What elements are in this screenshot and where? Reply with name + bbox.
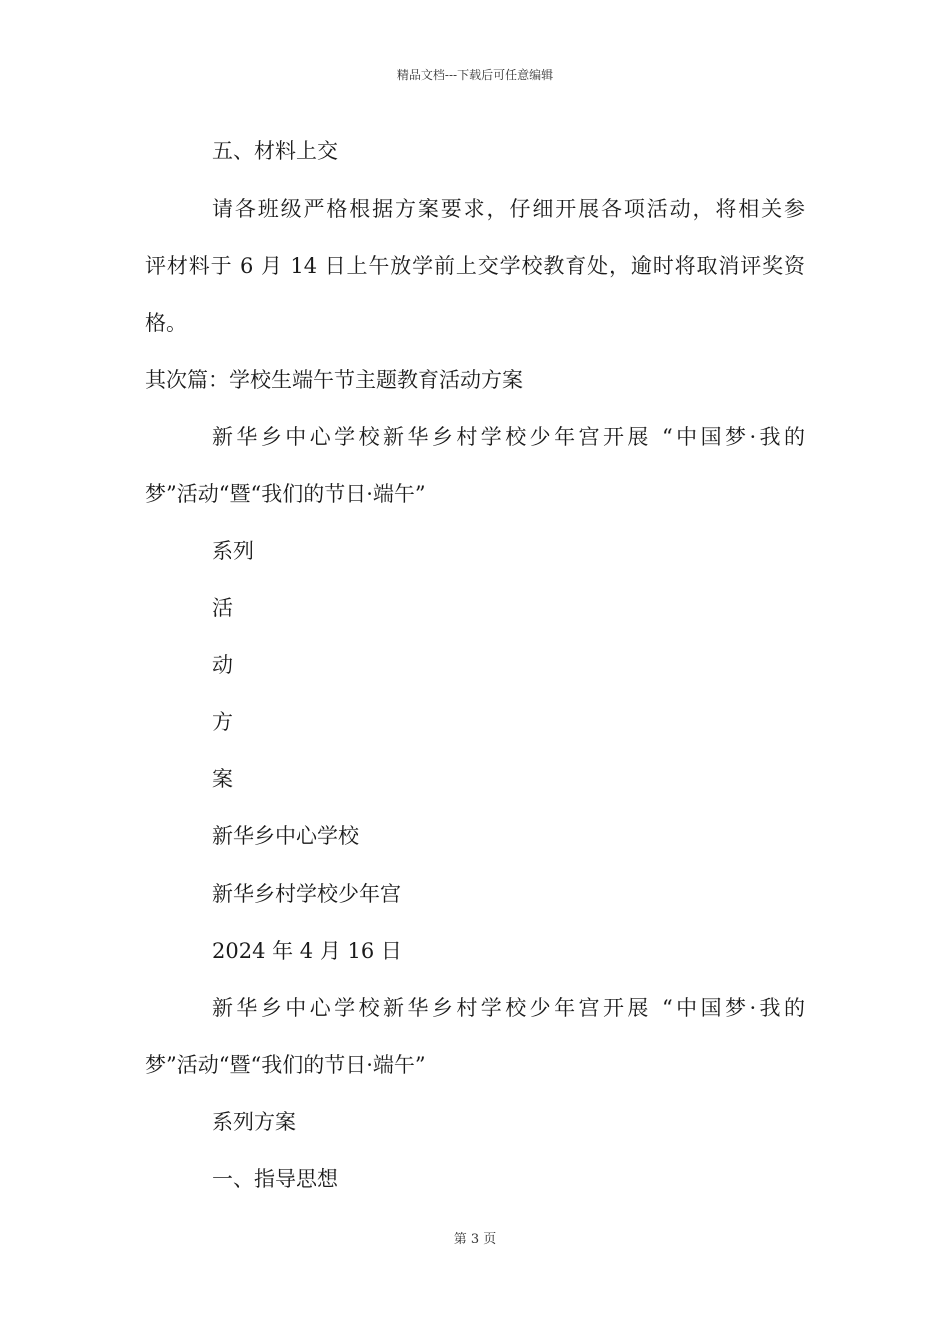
series-plan-label: 系列方案 bbox=[212, 1110, 296, 1134]
vertical-title-char: 方 bbox=[212, 710, 233, 734]
vertical-title-char: 案 bbox=[212, 767, 233, 791]
vertical-title-char: 活 bbox=[212, 596, 233, 620]
document-date: 2024 年 4 月 16 日 bbox=[212, 939, 402, 963]
organization-name: 新华乡村学校少年宫 bbox=[212, 882, 401, 906]
paragraph-line: 请各班级严格根据方案要求，仔细开展各项活动，将相关参 bbox=[212, 197, 805, 221]
paragraph-line: 格。 bbox=[145, 311, 187, 335]
vertical-title-char: 动 bbox=[212, 653, 233, 677]
page-header: 精品文档---下载后可任意编辑 bbox=[396, 68, 554, 82]
paragraph-line: 梦”活动“暨“我们的节日·端午” bbox=[145, 1053, 426, 1077]
paragraph-line: 评材料于 6 月 14 日上午放学前上交学校教育处，逾时将取消评奖资 bbox=[145, 254, 805, 278]
section-heading: 五、材料上交 bbox=[212, 139, 338, 163]
page-number: 第 3 页 bbox=[453, 1232, 497, 1247]
paragraph-line: 梦”活动“暨“我们的节日·端午” bbox=[145, 482, 426, 506]
paragraph-line: 新华乡中心学校新华乡村学校少年宫开展 “中国梦·我的 bbox=[212, 425, 805, 449]
vertical-title-char: 系列 bbox=[212, 539, 254, 563]
organization-name: 新华乡中心学校 bbox=[212, 824, 359, 848]
part-title: 其次篇：学校生端午节主题教育活动方案 bbox=[145, 368, 523, 392]
section-heading: 一、指导思想 bbox=[212, 1167, 338, 1191]
paragraph-line: 新华乡中心学校新华乡村学校少年宫开展 “中国梦·我的 bbox=[212, 996, 805, 1020]
